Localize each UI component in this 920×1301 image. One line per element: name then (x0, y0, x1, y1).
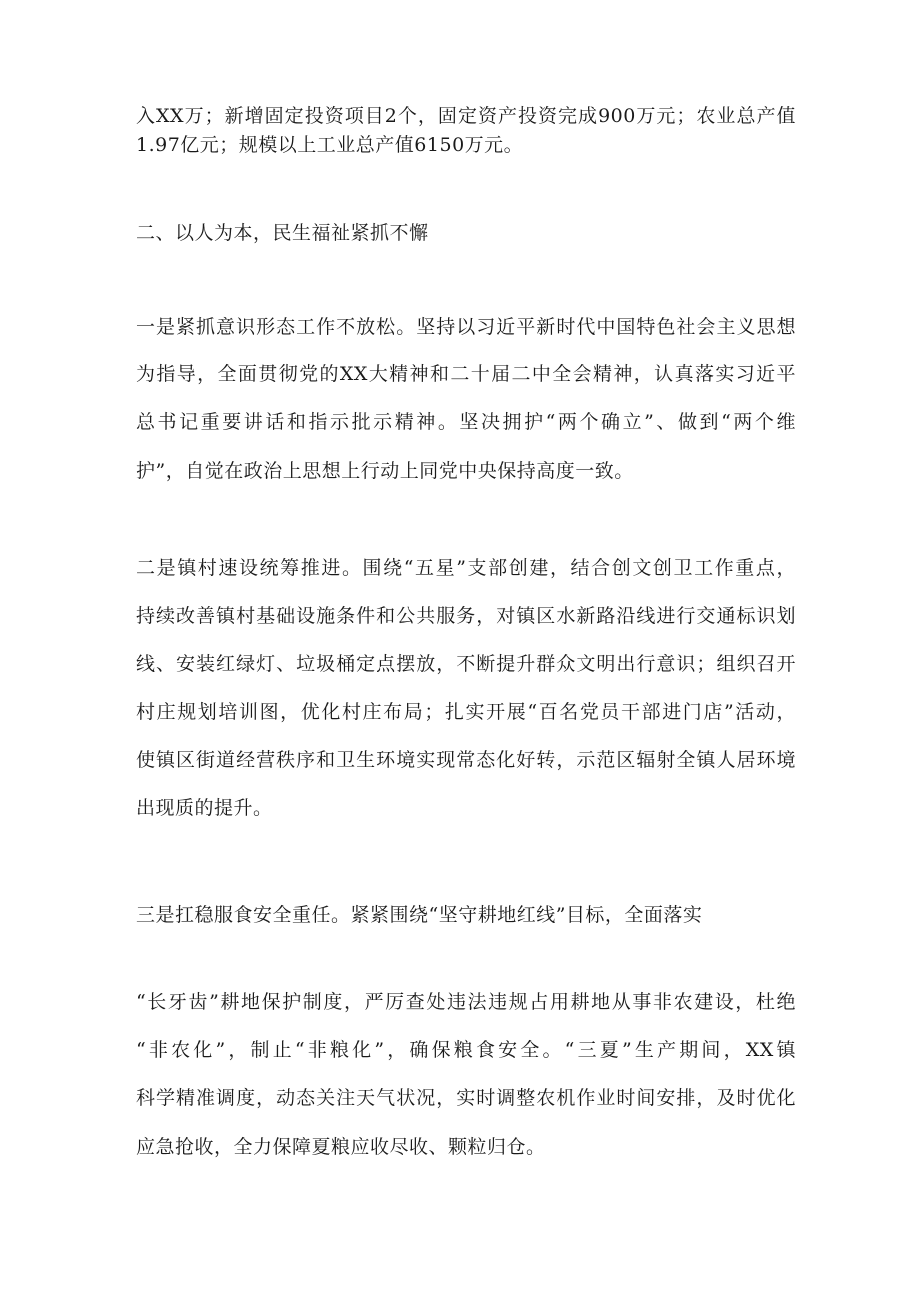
paragraph1-line-2: 为指导，全面贯彻党的XX大精神和二十届二中全会精神，认真落实习近平 (136, 363, 796, 385)
paragraph2-line-1: 二是镇村速设统筹推进。围绕“五星”支部创建，结合创文创卫工作重点， (136, 557, 796, 579)
paragraph2-line-3: 线、安装红绿灯、垃圾桶定点摆放，不断提升群众文明出行意识；组织召开 (136, 653, 796, 675)
paragraph3-cont-line-1: “长牙齿”耕地保护制度，严厉查处违法违规占用耕地从事非农建设，杜绝 (136, 991, 796, 1013)
intro-line-2: 1.97亿元；规模以上工业总产值6150万元。 (136, 134, 524, 156)
section-heading: 二、以人为本，民生福祉紧抓不懈 (136, 222, 429, 244)
paragraph3-cont-line-4: 应急抢收，全力保障夏粮应收尽收、颗粒归仓。 (136, 1136, 546, 1158)
paragraph1-line-1: 一是紧抓意识形态工作不放松。坚持以习近平新时代中国特色社会主义思想 (136, 316, 796, 338)
paragraph1-line-3: 总书记重要讲话和指示批示精神。坚决拥护“两个确立”、做到“两个维 (136, 411, 796, 433)
paragraph2-line-4: 村庄规划培训图，优化村庄布局；扎实开展“百名党员干部进门店”活动， (136, 701, 796, 723)
paragraph3-line-1: 三是扛稳服食安全重任。紧紧围绕“坚守耕地红线”目标，全面落实 (136, 904, 703, 926)
paragraph3-cont-line-2: “非农化”，制止“非粮化”，确保粮食安全。“三夏”生产期间，XX镇 (136, 1039, 796, 1061)
paragraph2-line-5: 使镇区街道经营秩序和卫生环境实现常态化好转，示范区辐射全镇人居环境 (136, 749, 796, 771)
paragraph2-line-2: 持续改善镇村基础设施条件和公共服务，对镇区水新路沿线进行交通标识划 (136, 605, 796, 627)
paragraph2-line-6: 出现质的提升。 (136, 797, 273, 819)
intro-line-1: 入XX万；新增固定投资项目2个，固定资产投资完成900万元；农业总产值 (136, 105, 796, 127)
paragraph3-cont-line-3: 科学精准调度，动态关注天气状况，实时调整农机作业时间安排，及时优化 (136, 1087, 796, 1109)
paragraph1-line-4: 护”，自觉在政治上思想上行动上同党中央保持高度一致。 (136, 460, 634, 482)
